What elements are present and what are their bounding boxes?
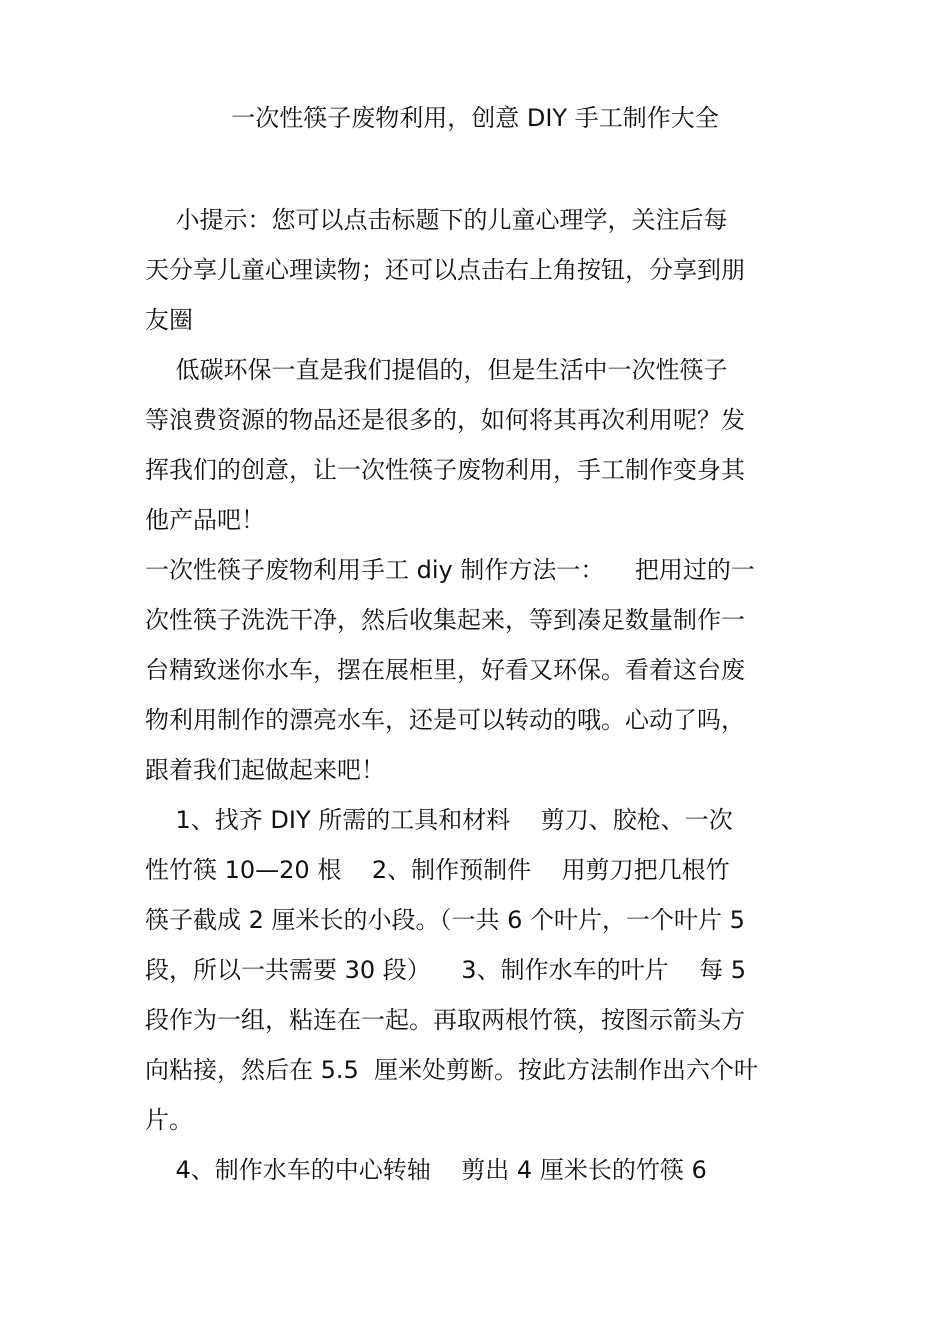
body-line: 一次性筷子废物利用手工 diy 制作方法一： 把用过的一: [145, 556, 755, 584]
body-line: 次性筷子洗洗干净，然后收集起来，等到凑足数量制作一: [145, 606, 745, 634]
body-line: 他产品吧！: [145, 506, 265, 534]
body-line: 台精致迷你水车，摆在展柜里，好看又环保。看着这台废: [145, 656, 745, 684]
body-line: 物利用制作的漂亮水车，还是可以转动的哦。心动了吗，: [145, 706, 745, 734]
body-line: 挥我们的创意，让一次性筷子废物利用，手工制作变身其: [145, 456, 745, 484]
body-line: 友圈: [145, 306, 193, 334]
body-line: 筷子截成 2 厘米长的小段。（一共 6 个叶片，一个叶片 5: [145, 906, 745, 934]
body-line: 段，所以一共需要 30 段） 3、制作水车的叶片 每 5: [145, 956, 746, 984]
document-body: [145, 195, 810, 1195]
body-line: 1、找齐 DIY 所需的工具和材料 剪刀、胶枪、一次: [145, 806, 733, 834]
body-line: 向粘接，然后在 5.5 厘米处剪断。按此方法制作出六个叶: [145, 1056, 759, 1084]
body-line: 性竹筷 10—20 根 2、制作预制件 用剪刀把几根竹: [145, 856, 730, 884]
body-line: 片。: [145, 1106, 193, 1134]
body-line: 4、制作水车的中心转轴 剪出 4 厘米长的竹筷 6: [145, 1156, 707, 1184]
body-line: 低碳环保一直是我们提倡的，但是生活中一次性筷子: [145, 356, 728, 384]
body-line: 段作为一组，粘连在一起。再取两根竹筷，按图示箭头方: [145, 1006, 745, 1034]
body-line: 等浪费资源的物品还是很多的，如何将其再次利用呢？发: [145, 406, 745, 434]
document-title: 一次性筷子废物利用，创意 DIY 手工制作大全: [231, 104, 719, 132]
body-line: 小提示：您可以点击标题下的儿童心理学，关注后每: [145, 206, 728, 234]
body-line: 跟着我们起做起来吧！: [145, 756, 385, 784]
body-line: 天分享儿童心理读物；还可以点击右上角按钮，分享到朋: [145, 256, 745, 284]
